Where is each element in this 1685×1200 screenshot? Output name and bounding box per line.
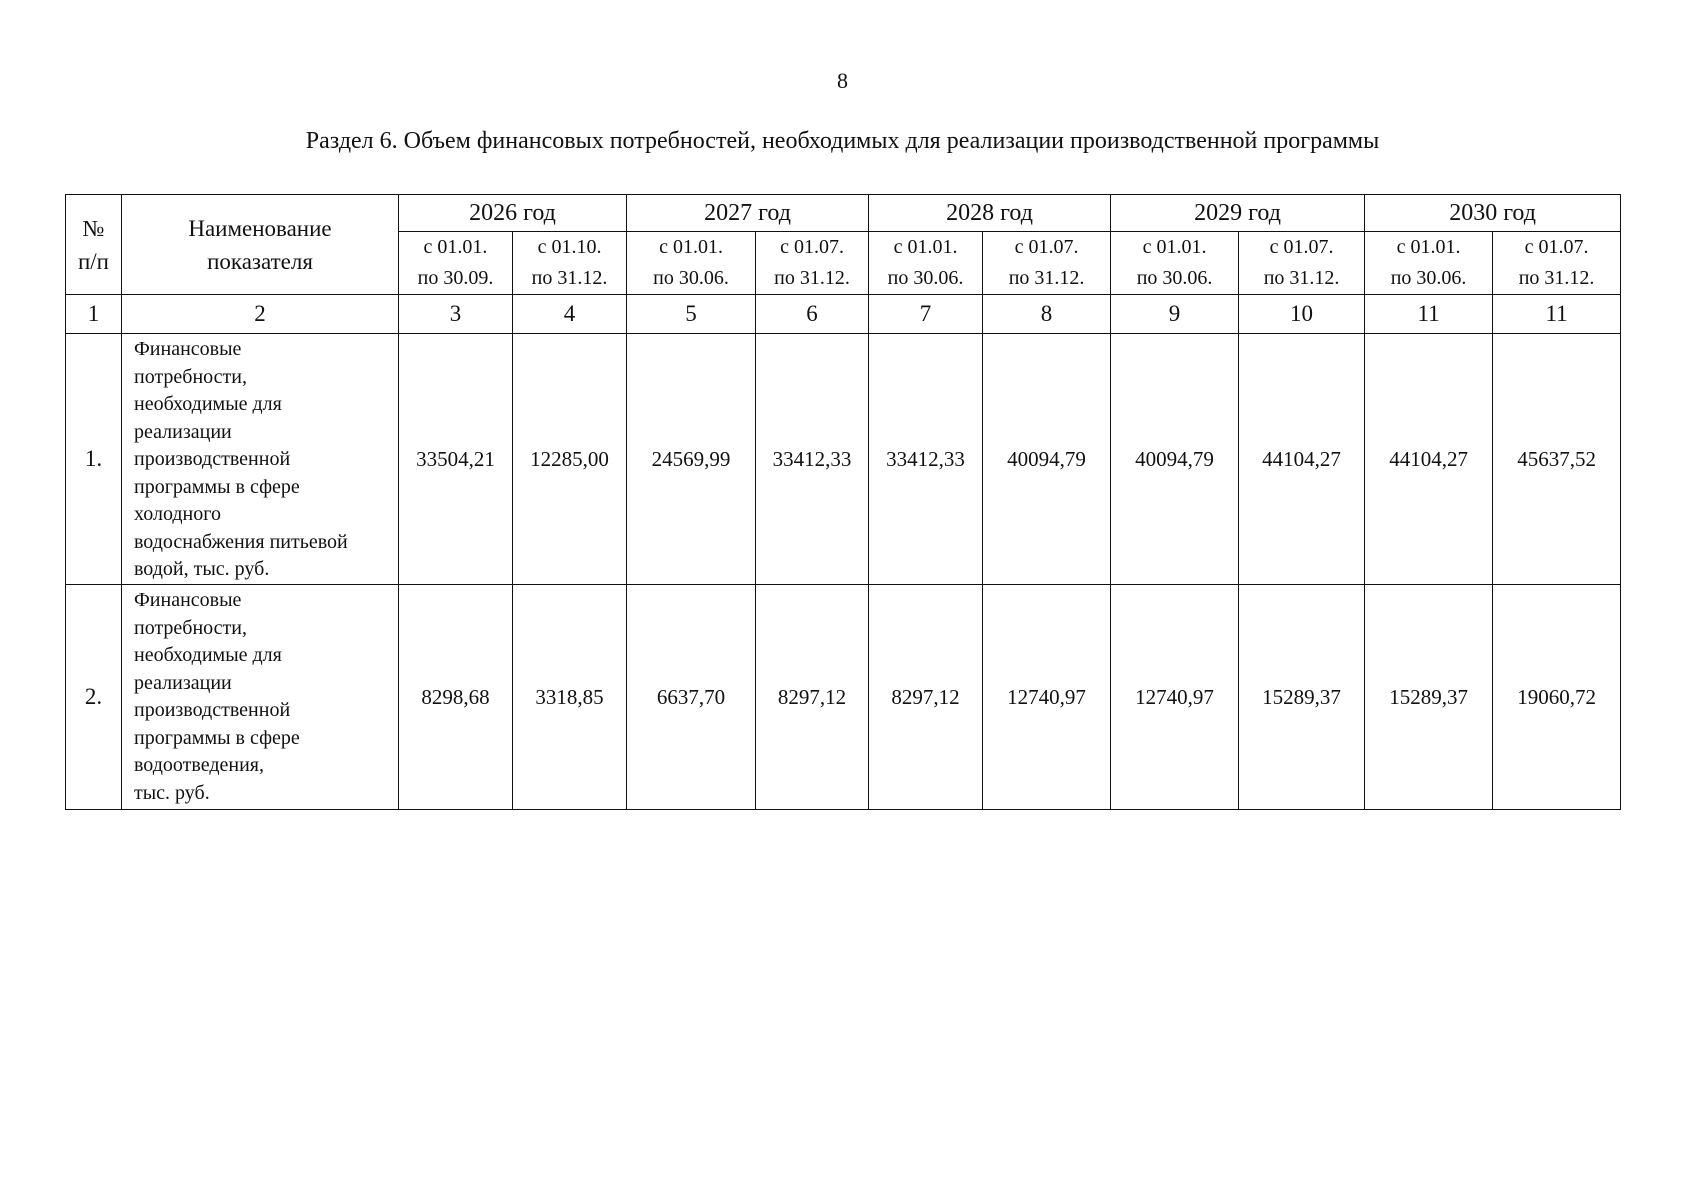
header-period: с 01.07. по 31.12. (983, 232, 1111, 295)
row-name: Финансовые потребности, необходимые для реализации производственной программы в сфере водоотведения, тыс. руб. (122, 585, 399, 810)
header-year-2030: 2030 год (1365, 195, 1621, 232)
value-cell: 44104,27 (1239, 334, 1365, 585)
header-year-2028: 2028 год (869, 195, 1111, 232)
page-number: 8 (837, 68, 848, 93)
value-cell: 6637,70 (627, 585, 756, 810)
value-cell: 15289,37 (1365, 585, 1493, 810)
header-year-2027: 2027 год (627, 195, 869, 232)
column-index: 4 (513, 295, 627, 334)
header-year-2026: 2026 год (399, 195, 627, 232)
value-cell: 44104,27 (1365, 334, 1493, 585)
column-index: 5 (627, 295, 756, 334)
column-index: 6 (756, 295, 869, 334)
column-index: 9 (1111, 295, 1239, 334)
row-number: 1. (66, 334, 122, 585)
header-num (66, 195, 122, 295)
value-cell: 8298,68 (399, 585, 513, 810)
header-period: с 01.01. по 30.06. (627, 232, 756, 295)
value-cell: 33504,21 (399, 334, 513, 585)
table-row (66, 585, 1621, 810)
header-row-years (66, 195, 1621, 232)
header-period: с 01.01. по 30.06. (1365, 232, 1493, 295)
value-cell: 40094,79 (1111, 334, 1239, 585)
value-cell: 3318,85 (513, 585, 627, 810)
value-cell: 8297,12 (869, 585, 983, 810)
column-index: 8 (983, 295, 1111, 334)
header-period: с 01.01. по 30.06. (869, 232, 983, 295)
column-index: 11 (1365, 295, 1493, 334)
column-index: 1 (66, 295, 122, 334)
financial-needs-table (65, 194, 1621, 810)
value-cell: 8297,12 (756, 585, 869, 810)
value-cell: 33412,33 (869, 334, 983, 585)
row-name: Финансовые потребности, необходимые для реализации производственной программы в сфере холодного водоснабжения питьевой водой, тыс. руб. (122, 334, 399, 585)
header-num-text: № п/п (77, 215, 109, 274)
value-cell: 33412,33 (756, 334, 869, 585)
header-period: с 01.01. по 30.09. (399, 232, 513, 295)
value-cell: 24569,99 (627, 334, 756, 585)
header-period: с 01.01. по 30.06. (1111, 232, 1239, 295)
header-period: с 01.07. по 31.12. (756, 232, 869, 295)
value-cell: 19060,72 (1493, 585, 1621, 810)
column-index: 3 (399, 295, 513, 334)
header-year-2029: 2029 год (1111, 195, 1365, 232)
header-name-text: Наименование показателя (188, 215, 332, 274)
value-cell: 12740,97 (1111, 585, 1239, 810)
table-row (66, 334, 1621, 585)
value-cell: 15289,37 (1239, 585, 1365, 810)
column-index: 7 (869, 295, 983, 334)
value-cell: 40094,79 (983, 334, 1111, 585)
header-name (122, 195, 399, 295)
header-period: с 01.07. по 31.12. (1493, 232, 1621, 295)
column-index-row (66, 295, 1621, 334)
header-period: с 01.10. по 31.12. (513, 232, 627, 295)
row-number: 2. (66, 585, 122, 810)
header-period: с 01.07. по 31.12. (1239, 232, 1365, 295)
value-cell: 45637,52 (1493, 334, 1621, 585)
column-index: 10 (1239, 295, 1365, 334)
section-title: Раздел 6. Объем финансовых потребностей, необходимых для реализации производственной программы (305, 128, 1380, 154)
value-cell: 12740,97 (983, 585, 1111, 810)
column-index: 2 (122, 295, 399, 334)
column-index: 11 (1493, 295, 1621, 334)
value-cell: 12285,00 (513, 334, 627, 585)
